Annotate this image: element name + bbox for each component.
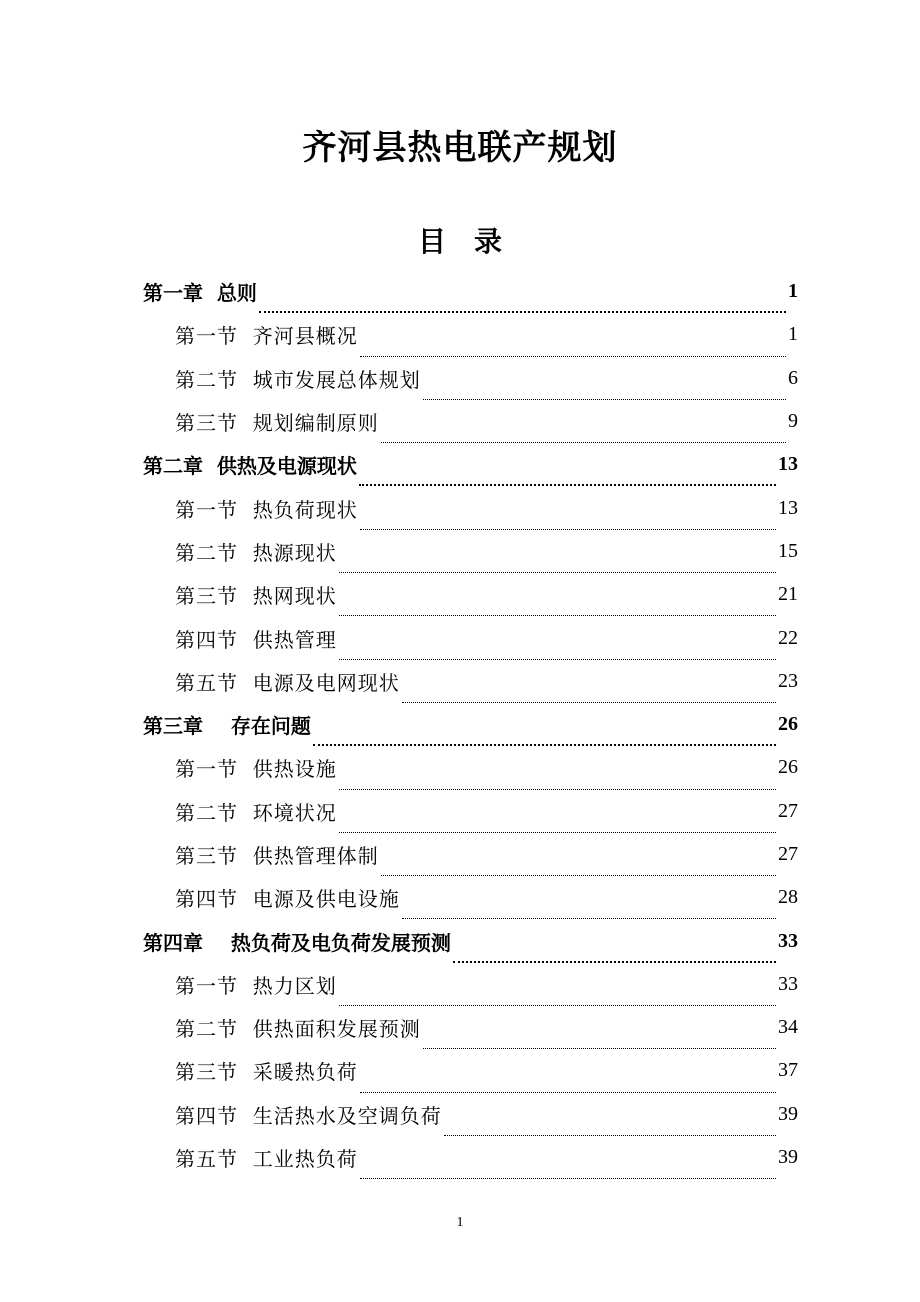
table-of-contents (0, 270, 920, 1179)
toc-dot-leader (423, 1035, 776, 1049)
toc-entry-page-number: 26 (778, 713, 798, 736)
toc-entry-label: 第一节 热力区划 (175, 973, 337, 998)
toc-entry-page-number: 37 (778, 1059, 798, 1082)
toc-entry-label: 第四章 热负荷及电负荷发展预测 (143, 930, 451, 955)
toc-chapter-entry[interactable] (0, 443, 920, 486)
toc-dot-leader (381, 862, 776, 876)
toc-entry-page-number: 26 (778, 756, 798, 779)
toc-entry-page-number: 1 (788, 280, 798, 303)
toc-entry-label: 第一节 热负荷现状 (175, 497, 358, 522)
toc-entry-label: 第三节 规划编制原则 (175, 411, 379, 436)
toc-dot-leader (444, 1122, 776, 1136)
toc-dot-leader (453, 949, 776, 963)
toc-entry-page-number: 33 (778, 929, 798, 952)
toc-section-entry[interactable] (0, 486, 920, 529)
toc-section-entry[interactable] (0, 357, 920, 400)
toc-section-entry[interactable] (0, 616, 920, 659)
toc-dot-leader (402, 689, 776, 703)
toc-dot-leader (402, 905, 776, 919)
toc-dot-leader (381, 429, 786, 443)
toc-entry-label: 第三节 热网现状 (175, 584, 337, 609)
toc-section-entry[interactable] (0, 1093, 920, 1136)
toc-entry-label: 第二节 供热面积发展预测 (175, 1017, 421, 1042)
toc-section-entry[interactable] (0, 963, 920, 1006)
toc-entry-label: 第二节 热源现状 (175, 540, 337, 565)
toc-entry-page-number: 27 (778, 799, 798, 822)
toc-entry-page-number: 39 (778, 1146, 798, 1169)
toc-entry-page-number: 1 (788, 323, 798, 346)
toc-dot-leader (339, 559, 776, 573)
toc-section-entry[interactable] (0, 530, 920, 573)
toc-entry-label: 第三节 供热管理体制 (175, 844, 379, 868)
toc-section-entry[interactable] (0, 833, 920, 876)
toc-section-entry[interactable] (0, 746, 920, 789)
toc-section-entry[interactable] (0, 660, 920, 703)
toc-entry-page-number: 22 (778, 626, 798, 649)
toc-dot-leader (360, 516, 776, 530)
toc-entry-page-number: 21 (778, 583, 798, 606)
toc-dot-leader (339, 819, 776, 833)
toc-section-entry[interactable] (0, 1136, 920, 1179)
toc-entry-page-number: 13 (778, 496, 798, 519)
toc-section-entry[interactable] (0, 1049, 920, 1092)
toc-entry-page-number: 28 (778, 886, 798, 909)
toc-entry-label: 第五节 电源及电网现状 (175, 670, 400, 695)
toc-entry-label: 第一节 齐河县概况 (175, 324, 358, 349)
toc-entry-label: 第一节 供热设施 (175, 757, 337, 782)
toc-chapter-entry[interactable] (0, 919, 920, 962)
toc-chapter-entry[interactable] (0, 703, 920, 746)
toc-entry-page-number: 33 (778, 972, 798, 995)
toc-dot-leader (360, 1079, 776, 1093)
toc-section-entry[interactable] (0, 313, 920, 356)
toc-entry-page-number: 9 (788, 410, 798, 433)
toc-entry-page-number: 6 (788, 366, 798, 389)
toc-entry-page-number: 27 (778, 843, 798, 865)
toc-heading: 目 录 (417, 225, 502, 258)
toc-dot-leader (339, 992, 776, 1006)
toc-dot-leader (339, 602, 776, 616)
toc-entry-page-number: 15 (778, 539, 798, 562)
toc-dot-leader (339, 646, 776, 660)
page-number: 1 (456, 1215, 464, 1230)
toc-entry-page-number: 13 (778, 453, 798, 476)
toc-dot-leader (359, 472, 776, 486)
toc-entry-page-number: 23 (778, 669, 798, 692)
toc-entry-label: 第五节 工业热负荷 (175, 1147, 358, 1172)
toc-entry-label: 第三章 存在问题 (143, 714, 311, 739)
toc-section-entry[interactable] (0, 573, 920, 616)
toc-dot-leader (423, 386, 786, 400)
toc-dot-leader (313, 732, 776, 746)
toc-chapter-entry[interactable] (0, 270, 920, 313)
toc-section-entry[interactable] (0, 790, 920, 833)
toc-entry-page-number: 39 (778, 1102, 798, 1125)
toc-section-entry[interactable] (0, 876, 920, 919)
toc-entry-label: 第三节 采暖热负荷 (175, 1060, 358, 1085)
toc-dot-leader (259, 299, 786, 313)
toc-dot-leader (339, 776, 776, 790)
toc-dot-leader (360, 343, 786, 357)
toc-entry-page-number: 34 (778, 1016, 798, 1039)
toc-entry-label: 第一章 总则 (143, 281, 257, 306)
document-title: 齐河县热电联产规划 (302, 128, 618, 168)
toc-section-entry[interactable] (0, 400, 920, 443)
toc-entry-label: 第四节 供热管理 (175, 627, 337, 652)
toc-entry-label: 第四节 生活热水及空调负荷 (175, 1103, 442, 1128)
toc-section-entry[interactable] (0, 1006, 920, 1049)
toc-entry-label: 第二节 环境状况 (175, 800, 337, 825)
toc-entry-label: 第四节 电源及供电设施 (175, 887, 400, 912)
toc-dot-leader (360, 1165, 776, 1179)
toc-entry-label: 第二节 城市发展总体规划 (175, 367, 421, 392)
toc-entry-label: 第二章 供热及电源现状 (143, 454, 357, 479)
